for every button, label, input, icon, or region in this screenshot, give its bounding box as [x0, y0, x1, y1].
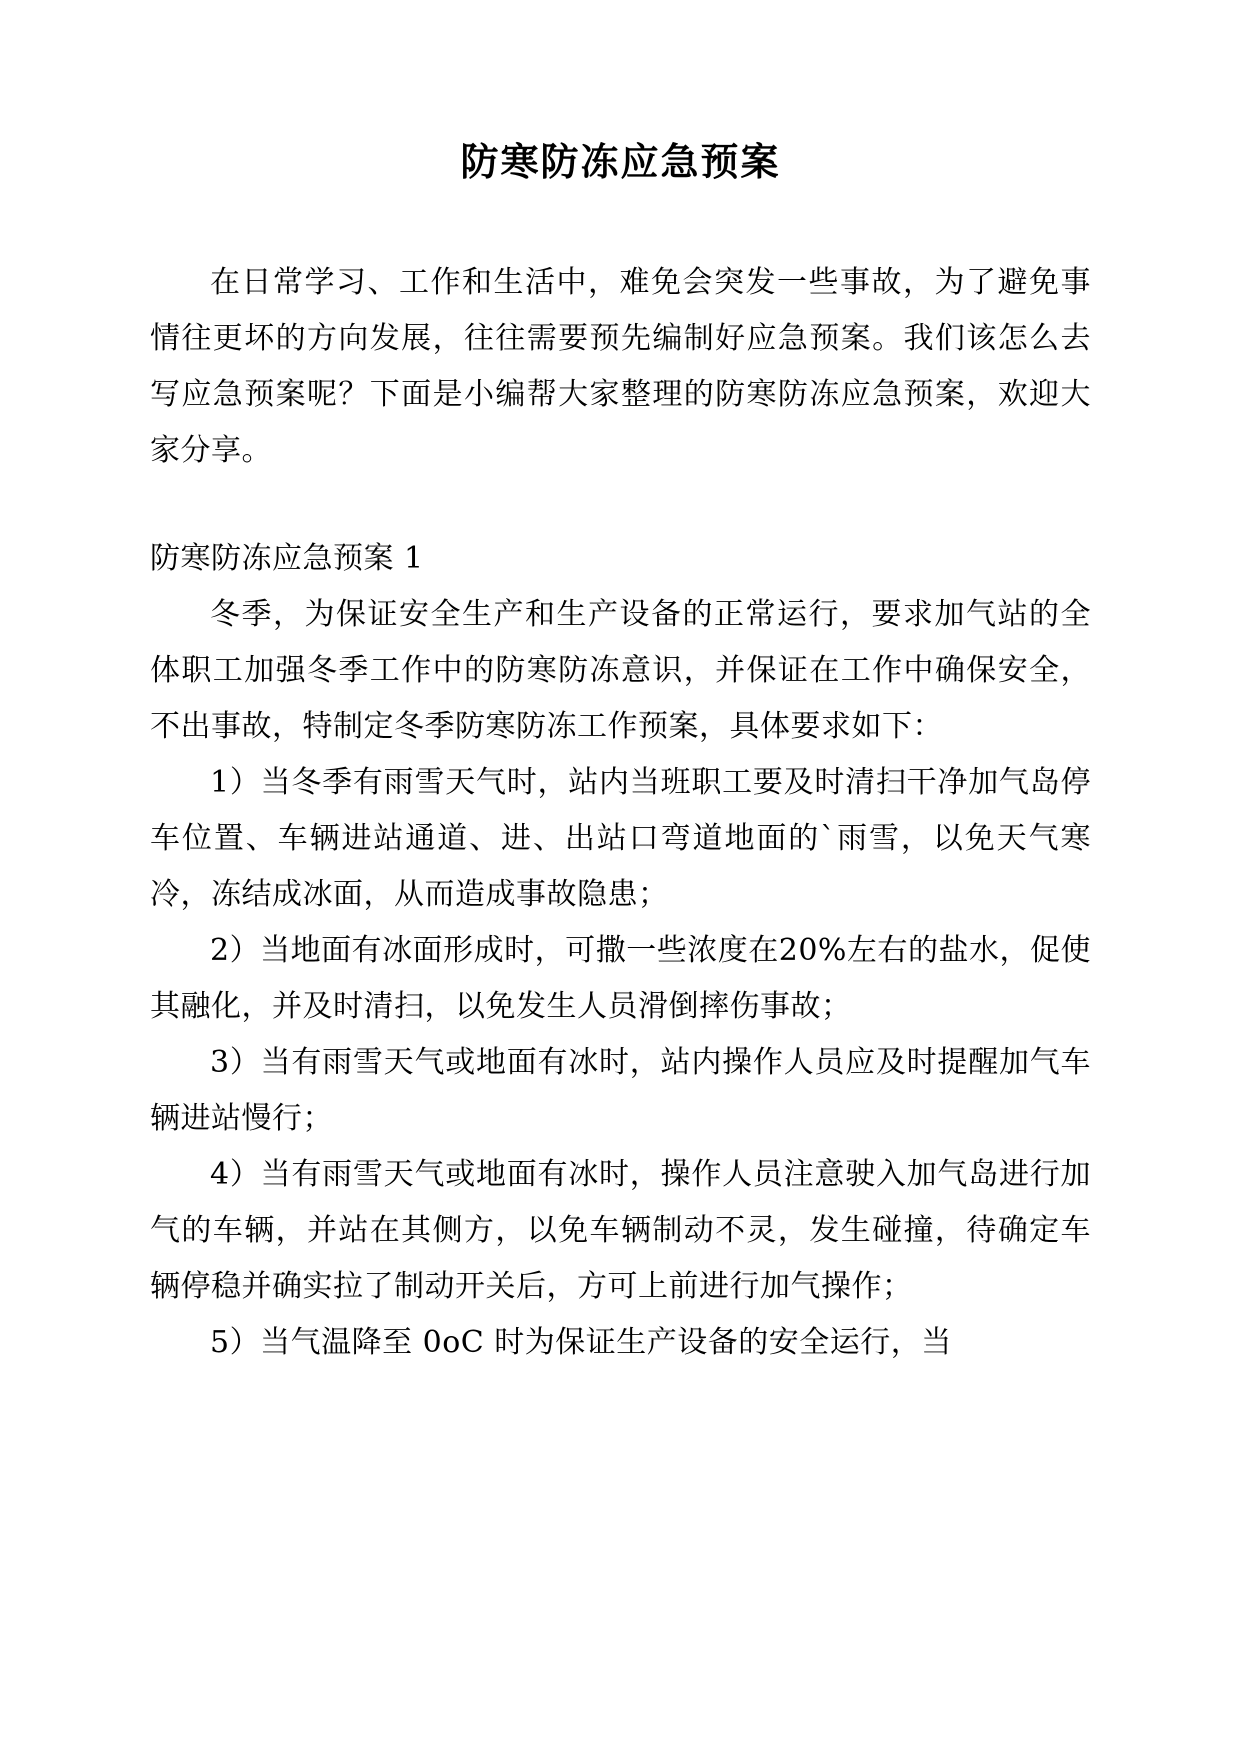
- body-paragraph: 3）当有雨雪天气或地面有冰时，站内操作人员应及时提醒加气车辆进站慢行；: [150, 1045, 1091, 1137]
- paragraph-spacer: [150, 479, 1091, 531]
- page-title: 防寒防冻应急预案: [460, 140, 781, 184]
- section-content: [150, 587, 1091, 1371]
- body-paragraph: 5）当气温降至 0oC 时为保证生产设备的安全运行，当: [210, 1325, 952, 1361]
- body-paragraph: 2）当地面有冰面形成时，可撒一些浓度在20%左右的盐水，促使其融化，并及时清扫，以免发生人员滑倒摔伤事故；: [150, 933, 1091, 1025]
- document-body: [150, 255, 1091, 1371]
- body-paragraph: 1）当冬季有雨雪天气时，站内当班职工要及时清扫干净加气岛停车位置、车辆进站通道、进、出站口弯道地面的`雨雪，以免天气寒冷，冻结成冰面，从而造成事故隐患；: [150, 765, 1091, 913]
- intro-paragraph: 在日常学习、工作和生活中，难免会突发一些事故，为了避免事情往更坏的方向发展，往往需要预先编制好应急预案。我们该怎么去写应急预案呢？下面是小编帮大家整理的防寒防冻应急预案，欢迎大家分享。: [150, 265, 1091, 469]
- body-paragraph: 4）当有雨雪天气或地面有冰时，操作人员注意驶入加气岛进行加气的车辆，并站在其侧方，以免车辆制动不灵，发生碰撞，待确定车辆停稳并确实拉了制动开关后，方可上前进行加气操作；: [150, 1157, 1091, 1305]
- section-heading: 防寒防冻应急预案 1: [150, 541, 424, 577]
- body-paragraph: 冬季，为保证安全生产和生产设备的正常运行，要求加气站的全体职工加强冬季工作中的防寒防冻意识，并保证在工作中确保安全，不出事故，特制定冬季防寒防冻工作预案，具体要求如下：: [150, 597, 1091, 745]
